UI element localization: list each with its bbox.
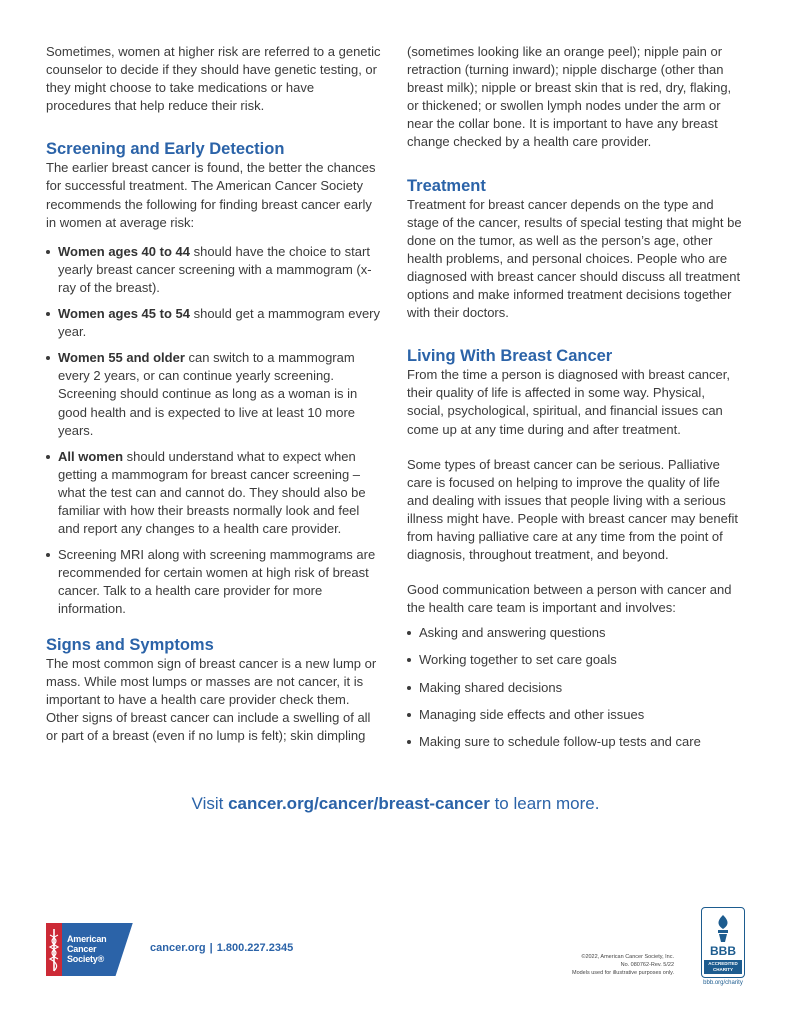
- treatment-text: Treatment for breast cancer depends on the type and stage of the cancer, results of special testing that might be done on the tumor, as well as the person’s age, other health problems, and personal choices. People who are diagnosed with breast cancer should discuss all treatment options and make informed treatment decisions together with their doctors.: [407, 196, 742, 321]
- doc-number: No. 080762-Rev. 5/22: [620, 962, 674, 968]
- screening-item: [46, 349, 382, 439]
- models-note: Models used for illustrative purposes only.: [571, 970, 674, 976]
- treatment-heading: Treatment: [407, 176, 486, 195]
- bbb-accredited-text: ACCREDITED: [708, 961, 738, 966]
- communication-list: [407, 624, 743, 750]
- bbb-label: BBB: [710, 944, 736, 958]
- living-paragraph-2: Some types of breast cancer can be serious. Palliative care is focused on helping to improve the quality of life and dealing with issues that people living with a serious illness might have. People with breast cancer may benefit from having palliative care at any time from the point of diagnosis, throughout treatment, and beyond.: [407, 456, 738, 563]
- copyright-text: ©2022, American Cancer Society, Inc.: [581, 954, 674, 960]
- footer-contact: [150, 942, 293, 954]
- screening-item-text: should understand what to expect when getting a mammogram for breast cancer screening – what the test can and cannot do. They should also be familiar with how their breasts normally look and feel and report any changes to a health care provider.: [58, 448, 366, 537]
- footer-phone-link[interactable]: 1.800.227.2345: [216, 942, 294, 954]
- acs-logo: [46, 923, 135, 976]
- communication-item: Making sure to schedule follow-up tests and care: [407, 733, 743, 751]
- bbb-seal[interactable]: [700, 907, 746, 986]
- acs-logo-slant: [113, 923, 135, 976]
- torch-icon: [709, 913, 737, 943]
- footer-legal: [572, 953, 674, 977]
- screening-item-bold: Women ages 45 to 54: [58, 306, 190, 322]
- intro-paragraph: Sometimes, women at higher risk are referred to a genetic counselor to decide if they should have genetic testing, or they might choose to take medications or have procedures that help reduce their risk.: [46, 44, 381, 114]
- screening-intro: The earlier breast cancer is found, the better the chances for successful treatment. The American Cancer Society recommends the following for finding breast cancer early in women at average risk:: [46, 160, 376, 230]
- footer-website-link[interactable]: cancer.org: [150, 942, 206, 954]
- acs-logo-line2: Cancer: [67, 944, 97, 954]
- visit-prefix: Visit: [191, 794, 229, 813]
- screening-item: [46, 546, 382, 618]
- living-paragraph-3: Good communication between a person with cancer and the health care team is important and involves:: [407, 582, 732, 616]
- signs-heading: Signs and Symptoms: [46, 635, 214, 654]
- living-paragraph-1: From the time a person is diagnosed with breast cancer, their quality of life is affected in some way. Physical, social, psychological, spiritual, and financial issues can come up at any time during and after treatment.: [407, 367, 730, 437]
- screening-item-bold: Women 55 and older: [58, 350, 185, 366]
- communication-item: Working together to set care goals: [407, 651, 743, 669]
- living-heading: Living With Breast Cancer: [407, 347, 613, 366]
- visit-suffix: to learn more.: [489, 794, 600, 813]
- left-column: [46, 43, 382, 745]
- screening-item: [46, 305, 382, 341]
- visit-url-link[interactable]: cancer.org/cancer/breast-cancer: [228, 794, 490, 813]
- right-column: [407, 43, 743, 760]
- communication-item: Asking and answering questions: [407, 624, 743, 642]
- bbb-charity-text: CHARITY: [713, 967, 733, 972]
- acs-logo-line3: Society®: [67, 954, 105, 964]
- bbb-accredited: [704, 960, 742, 974]
- screening-item-text: can switch to a mammogram every 2 years, or can continue yearly screening. Screening should continue as long as a woman is in good health and is expected to live at least 10 more years.: [58, 350, 358, 438]
- screening-item: [46, 448, 382, 538]
- acs-logo-line1: American: [67, 934, 107, 944]
- bbb-url-link[interactable]: bbb.org/charity: [703, 980, 743, 986]
- signs-text-left: The most common sign of breast cancer is a new lump or mass. While most lumps or masses are not cancer, it is important to have a health care provider check them. Other signs of breast cancer can include a swelling of all or part of a breast (even if no lump is felt); skin dimpling: [46, 655, 377, 743]
- screening-item-text: should get a mammogram every year.: [58, 306, 381, 340]
- screening-item-bold: All women: [58, 448, 124, 464]
- footer-separator: |: [209, 942, 213, 954]
- signs-text-right: (sometimes looking like an orange peel); nipple pain or retraction (turning inward); nipple discharge (other than breast milk); nipple or breast skin that is red, dry, flaking, or thickened; or swollen lymph nodes under the arm or near the collar bone. It is important to have any breast change checked by a health care provider.: [407, 44, 732, 150]
- caduceus-icon: [48, 927, 60, 973]
- bbb-badge: [701, 907, 745, 978]
- screening-heading: Screening and Early Detection: [46, 140, 285, 159]
- acs-logo-name: [67, 934, 106, 964]
- visit-line: [0, 794, 791, 814]
- screening-item-bold: Women ages 40 to 44: [58, 243, 190, 259]
- screening-item: [46, 243, 382, 297]
- screening-item-text: Screening MRI along with screening mammograms are recommended for certain women at high risk of breast cancer. Talk to a health care provider for more information.: [58, 547, 376, 617]
- screening-item-text: should have the choice to start yearly breast cancer screening with a mammogram (x-ray of the breast).: [58, 243, 372, 295]
- screening-list: [46, 243, 382, 619]
- communication-item: Making shared decisions: [407, 679, 743, 697]
- communication-item: Managing side effects and other issues: [407, 706, 743, 724]
